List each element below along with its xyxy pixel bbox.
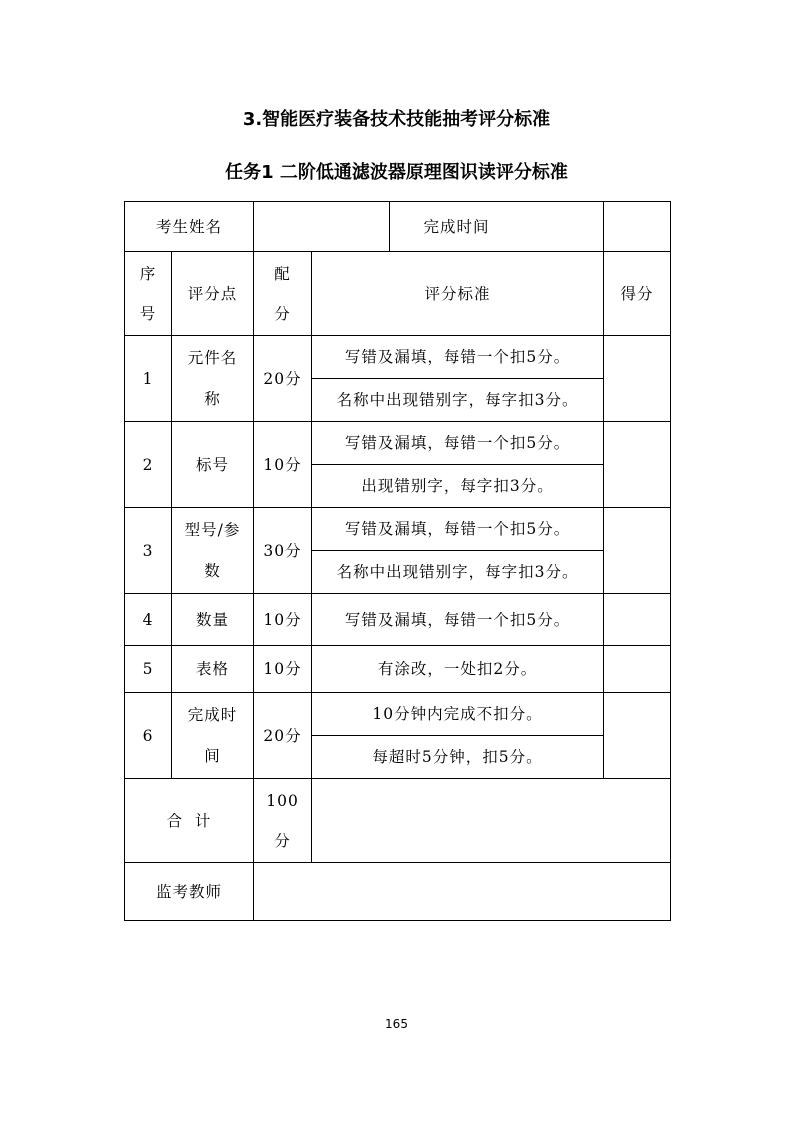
header-index: 序号 bbox=[125, 252, 172, 336]
row-index: 2 bbox=[125, 422, 172, 508]
header-row bbox=[125, 252, 671, 336]
row-point: 元件名称 bbox=[172, 336, 254, 422]
examinee-name-field[interactable] bbox=[254, 202, 390, 252]
row-points: 30分 bbox=[254, 508, 312, 594]
table-row bbox=[125, 422, 671, 465]
row-criteria: 写错及漏填，每错一个扣5分。 bbox=[312, 336, 604, 379]
row-points: 20分 bbox=[254, 336, 312, 422]
header-criteria: 评分标准 bbox=[312, 252, 604, 336]
document-title: 3.智能医疗装备技术技能抽考评分标准 bbox=[242, 109, 551, 130]
scoring-table bbox=[124, 201, 671, 921]
row-criteria: 10分钟内完成不扣分。 bbox=[312, 693, 604, 736]
row-score-field[interactable] bbox=[604, 646, 671, 693]
row-criteria: 写错及漏填，每错一个扣5分。 bbox=[312, 508, 604, 551]
row-index: 3 bbox=[125, 508, 172, 594]
completion-time-label: 完成时间 bbox=[390, 202, 604, 252]
row-point: 数量 bbox=[172, 594, 254, 646]
row-criteria: 出现错别字，每字扣3分。 bbox=[312, 465, 604, 508]
proctor-signature-field[interactable] bbox=[254, 863, 671, 921]
row-index: 5 bbox=[125, 646, 172, 693]
row-point: 标号 bbox=[172, 422, 254, 508]
row-criteria: 名称中出现错别字，每字扣3分。 bbox=[312, 379, 604, 422]
examinee-name-label: 考生姓名 bbox=[125, 202, 254, 252]
row-score-field[interactable] bbox=[604, 594, 671, 646]
row-point: 表格 bbox=[172, 646, 254, 693]
row-score-field[interactable] bbox=[604, 422, 671, 508]
row-index: 6 bbox=[125, 693, 172, 779]
completion-time-field[interactable] bbox=[604, 202, 671, 252]
row-score-field[interactable] bbox=[604, 693, 671, 779]
row-point: 型号/参数 bbox=[172, 508, 254, 594]
header-score: 得分 bbox=[604, 252, 671, 336]
row-criteria: 每超时5分钟，扣5分。 bbox=[312, 736, 604, 779]
header-points: 配分 bbox=[254, 252, 312, 336]
row-criteria: 写错及漏填，每错一个扣5分。 bbox=[312, 422, 604, 465]
row-score-field[interactable] bbox=[604, 336, 671, 422]
table-row bbox=[125, 336, 671, 379]
table-row bbox=[125, 693, 671, 736]
row-score-field[interactable] bbox=[604, 508, 671, 594]
row-index: 4 bbox=[125, 594, 172, 646]
row-points: 10分 bbox=[254, 422, 312, 508]
total-points: 100分 bbox=[254, 779, 312, 863]
row-criteria: 有涂改，一处扣2分。 bbox=[312, 646, 604, 693]
info-row bbox=[125, 202, 671, 252]
header-point: 评分点 bbox=[172, 252, 254, 336]
page-number: 165 bbox=[385, 1017, 408, 1031]
proctor-row bbox=[125, 863, 671, 921]
total-row bbox=[125, 779, 671, 863]
table-row bbox=[125, 508, 671, 551]
row-criteria: 名称中出现错别字，每字扣3分。 bbox=[312, 551, 604, 594]
task-title: 任务1 二阶低通滤波器原理图识读评分标准 bbox=[225, 162, 568, 183]
table-row bbox=[125, 594, 671, 646]
total-value bbox=[312, 779, 671, 863]
row-point: 完成时间 bbox=[172, 693, 254, 779]
row-points: 10分 bbox=[254, 594, 312, 646]
proctor-label: 监考教师 bbox=[125, 863, 254, 921]
row-criteria: 写错及漏填，每错一个扣5分。 bbox=[312, 594, 604, 646]
table-row bbox=[125, 646, 671, 693]
row-points: 20分 bbox=[254, 693, 312, 779]
row-points: 10分 bbox=[254, 646, 312, 693]
row-index: 1 bbox=[125, 336, 172, 422]
total-label: 合 计 bbox=[125, 779, 254, 863]
